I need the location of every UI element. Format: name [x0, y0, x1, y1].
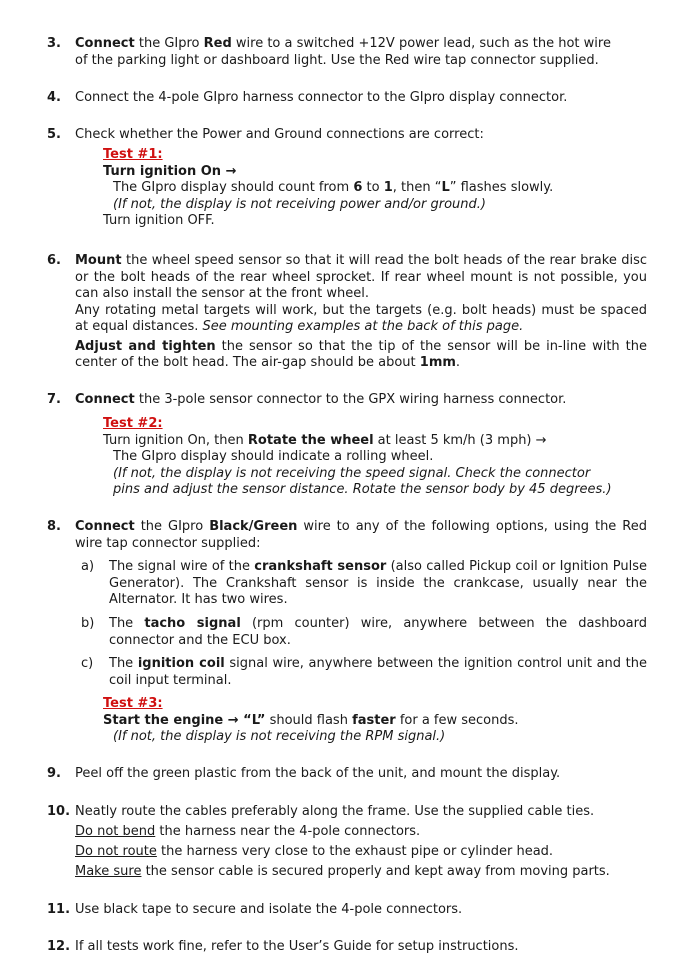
step-text: If all tests work fine, refer to the User’s Guide for setup instructions.: [75, 939, 519, 954]
test-heading: Test #1:: [103, 147, 163, 162]
test-block: [103, 147, 623, 230]
step-text: Connect the 3-pole sensor connector to the GPX wiring harness connector.: [75, 392, 567, 407]
routing-rule: Do not bend the harness near the 4-pole connectors.: [75, 824, 421, 839]
step-text: Peel off the green plastic from the back of the unit, and mount the display.: [75, 766, 561, 781]
step-text: [75, 253, 647, 372]
test-action: Start the engine → “L” should flash faster for a few seconds.: [103, 712, 519, 728]
test-result: The GIpro display should count from 6 to 1, then “L” flashes slowly.: [113, 180, 554, 195]
step-text: Connect the GIpro Red wire to a switched +12V power lead, such as the hot wire of the parking light or dashboard light. Use the Red wire tap connector supplied.: [75, 36, 611, 68]
test-note: (If not, the display is not receiving power and/or ground.): [113, 196, 486, 212]
step-number: 10.: [47, 804, 71, 819]
step-number: 9.: [47, 766, 61, 781]
routing-rule: Do not route the harness very close to the exhaust pipe or cylinder head.: [75, 844, 554, 859]
test-result: The GIpro display should indicate a rolling wheel.: [113, 449, 434, 464]
test-off: Turn ignition OFF.: [103, 213, 215, 228]
paragraph: Any rotating metal targets will work, but the targets (e.g. bolt heads) must be spaced at equal distances. See mounting examples at the back of this page.: [75, 302, 647, 334]
test-note: (If not, the display is not receiving the speed signal. Check the connector: [113, 465, 591, 481]
test-note: (If not, the display is not receiving the RPM signal.): [113, 729, 446, 744]
test-block: [103, 696, 643, 746]
step-number: 8.: [47, 519, 61, 534]
step-number: 11.: [47, 902, 71, 917]
test-action: Turn ignition On, then Rotate the wheel at least 5 km/h (3 mph) →: [103, 432, 547, 448]
paragraph: Mount the wheel speed sensor so that it will read the bolt heads of the rear brake disc or the bolt heads of the rear wheel sprocket. If rear wheel mount is not possible, you can also install the sensor at the front wheel.: [75, 253, 647, 301]
step-number: 3.: [47, 36, 61, 51]
step-number: 4.: [47, 90, 61, 105]
paragraph: Adjust and tighten the sensor so that the tip of the sensor will be in-line with the center of the bolt head. The air-gap should be about 1mm.: [75, 338, 647, 370]
test-action: Turn ignition On →: [103, 163, 237, 179]
step-number: 5.: [47, 127, 61, 142]
step-text: Connect the 4-pole GIpro harness connector to the GIpro display connector.: [75, 90, 568, 105]
step-number: 12.: [47, 939, 71, 954]
step-number: 6.: [47, 253, 61, 268]
step-text: Neatly route the cables preferably along the frame. Use the supplied cable ties. Do not bend the harness near the 4-pole connectors. Do not route the harness very close to the exhaust pipe or cylinder head. Make sure the sensor cable is secured properly and kept away from moving parts.: [75, 802, 647, 882]
test-heading: Test #3:: [103, 696, 163, 711]
step-text: Connect the GIpro Black/Green wire to any of the following options, using the Red wire tap connector supplied:: [75, 519, 647, 551]
routing-rule: Make sure the sensor cable is secured properly and kept away from moving parts.: [75, 864, 610, 879]
test-heading: Test #2:: [103, 416, 163, 431]
step-text: Check whether the Power and Ground connections are correct:: [75, 127, 484, 142]
test-note: pins and adjust the sensor distance. Rotate the sensor body by 45 degrees.): [113, 482, 612, 497]
test-block: [103, 416, 643, 499]
step-number: 7.: [47, 392, 61, 407]
step-text: Use black tape to secure and isolate the 4-pole connectors.: [75, 902, 463, 917]
